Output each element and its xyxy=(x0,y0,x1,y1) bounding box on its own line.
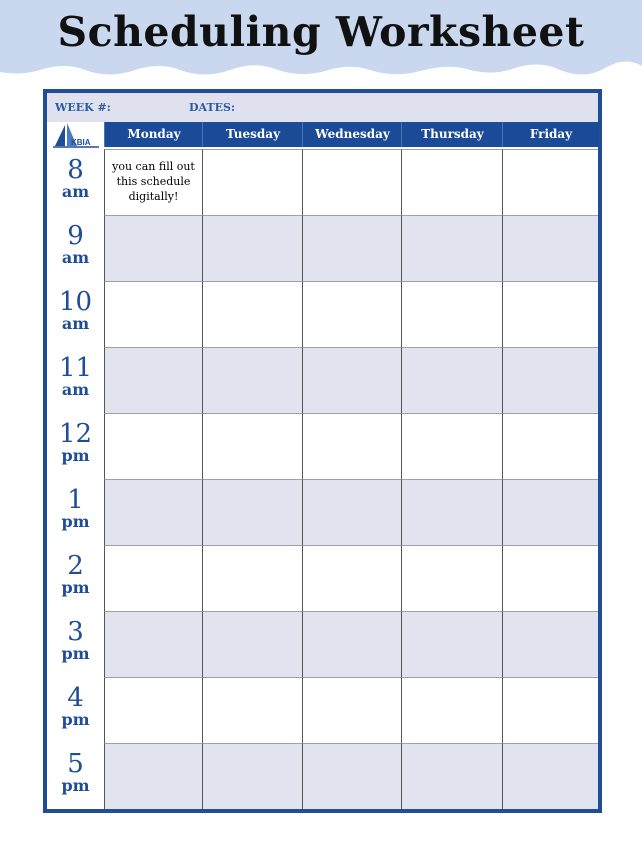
time-ampm: pm xyxy=(61,512,90,531)
time-hour: 10 xyxy=(58,287,93,317)
time-ampm: pm xyxy=(61,446,90,465)
schedule-cell-monday-5pm[interactable] xyxy=(104,743,202,809)
schedule-cell-friday-5pm[interactable] xyxy=(502,743,598,809)
time-label-2pm xyxy=(47,545,104,611)
schedule-cell-wednesday-4pm[interactable] xyxy=(302,677,401,743)
day-header-wednesday: Wednesday xyxy=(302,122,402,147)
time-ampm: am xyxy=(61,248,90,267)
schedule-cell-monday-4pm[interactable] xyxy=(104,677,202,743)
day-header-thursday: Thursday xyxy=(401,122,503,147)
time-hour: 1 xyxy=(67,485,84,515)
schedule-cell-tuesday-10am[interactable] xyxy=(202,281,302,347)
time-hour: 12 xyxy=(58,419,93,449)
schedule-cell-thursday-9am[interactable] xyxy=(401,215,502,281)
schedule-cell-wednesday-1pm[interactable] xyxy=(302,479,401,545)
kbia-logo xyxy=(47,122,103,149)
time-label-1pm xyxy=(47,479,104,545)
time-ampm: pm xyxy=(61,776,90,795)
day-header-monday: Monday xyxy=(104,122,203,147)
schedule-cell-wednesday-12pm[interactable] xyxy=(302,413,401,479)
schedule-cell-friday-12pm[interactable] xyxy=(502,413,598,479)
schedule-cell-tuesday-3pm[interactable] xyxy=(202,611,302,677)
schedule-cell-thursday-8am[interactable] xyxy=(401,149,502,215)
schedule-cell-thursday-1pm[interactable] xyxy=(401,479,502,545)
schedule-cell-friday-4pm[interactable] xyxy=(502,677,598,743)
schedule-cell-monday-10am[interactable] xyxy=(104,281,202,347)
cell-note xyxy=(105,159,202,204)
time-hour: 2 xyxy=(67,551,84,581)
schedule-cell-friday-1pm[interactable] xyxy=(502,479,598,545)
time-ampm: am xyxy=(61,314,90,333)
schedule-cell-monday-9am[interactable] xyxy=(104,215,202,281)
schedule-cell-friday-3pm[interactable] xyxy=(502,611,598,677)
schedule-cell-wednesday-9am[interactable] xyxy=(302,215,401,281)
schedule-cell-tuesday-12pm[interactable] xyxy=(202,413,302,479)
schedule-cell-wednesday-5pm[interactable] xyxy=(302,743,401,809)
meta-bar xyxy=(47,93,598,124)
day-header-tuesday: Tuesday xyxy=(202,122,303,147)
schedule-cell-thursday-12pm[interactable] xyxy=(401,413,502,479)
schedule-cell-tuesday-8am[interactable] xyxy=(202,149,302,215)
schedule-cell-monday-3pm[interactable] xyxy=(104,611,202,677)
time-label-10am xyxy=(47,281,104,347)
time-ampm: am xyxy=(61,380,90,399)
schedule-cell-monday-8am[interactable] xyxy=(104,149,202,215)
schedule-cell-thursday-2pm[interactable] xyxy=(401,545,502,611)
time-hour: 4 xyxy=(67,683,84,713)
page-title: Scheduling Worksheet xyxy=(57,8,585,56)
time-label-5pm xyxy=(47,743,104,809)
schedule-cell-monday-2pm[interactable] xyxy=(104,545,202,611)
time-hour: 5 xyxy=(67,749,84,779)
logo-text: KBIA xyxy=(71,138,91,147)
time-label-8am xyxy=(47,149,104,215)
schedule-sheet xyxy=(43,89,602,813)
schedule-cell-wednesday-10am[interactable] xyxy=(302,281,401,347)
schedule-cell-thursday-5pm[interactable] xyxy=(401,743,502,809)
time-hour: 11 xyxy=(58,353,93,383)
time-hour: 8 xyxy=(67,155,84,185)
schedule-cell-wednesday-2pm[interactable] xyxy=(302,545,401,611)
schedule-cell-monday-12pm[interactable] xyxy=(104,413,202,479)
week-number-field[interactable]: WEEK #: xyxy=(55,101,111,114)
schedule-cell-thursday-4pm[interactable] xyxy=(401,677,502,743)
time-label-11am xyxy=(47,347,104,413)
time-hour: 9 xyxy=(67,221,84,251)
time-hour: 3 xyxy=(67,617,84,647)
schedule-cell-friday-10am[interactable] xyxy=(502,281,598,347)
schedule-cell-friday-11am[interactable] xyxy=(502,347,598,413)
schedule-cell-wednesday-3pm[interactable] xyxy=(302,611,401,677)
schedule-cell-tuesday-1pm[interactable] xyxy=(202,479,302,545)
time-ampm: pm xyxy=(61,710,90,729)
time-label-9am xyxy=(47,215,104,281)
time-label-12pm xyxy=(47,413,104,479)
schedule-cell-thursday-3pm[interactable] xyxy=(401,611,502,677)
time-ampm: pm xyxy=(61,644,90,663)
schedule-cell-tuesday-2pm[interactable] xyxy=(202,545,302,611)
time-label-4pm xyxy=(47,677,104,743)
schedule-cell-friday-2pm[interactable] xyxy=(502,545,598,611)
schedule-cell-wednesday-8am[interactable] xyxy=(302,149,401,215)
schedule-cell-monday-1pm[interactable] xyxy=(104,479,202,545)
schedule-cell-wednesday-11am[interactable] xyxy=(302,347,401,413)
schedule-cell-tuesday-11am[interactable] xyxy=(202,347,302,413)
schedule-cell-tuesday-5pm[interactable] xyxy=(202,743,302,809)
cell-note-line1: you can fill out xyxy=(112,160,195,173)
schedule-cell-tuesday-9am[interactable] xyxy=(202,215,302,281)
schedule-cell-thursday-10am[interactable] xyxy=(401,281,502,347)
cell-note-line2: this schedule xyxy=(116,175,191,188)
cell-note-line3: digitally! xyxy=(128,190,179,203)
time-ampm: pm xyxy=(61,578,90,597)
schedule-cell-monday-11am[interactable] xyxy=(104,347,202,413)
schedule-cell-friday-8am[interactable] xyxy=(502,149,598,215)
dates-field[interactable]: DATES: xyxy=(189,101,236,114)
schedule-cell-thursday-11am[interactable] xyxy=(401,347,502,413)
day-header-friday: Friday xyxy=(502,122,599,147)
schedule-cell-tuesday-4pm[interactable] xyxy=(202,677,302,743)
time-ampm: am xyxy=(61,182,90,201)
time-label-3pm xyxy=(47,611,104,677)
schedule-cell-friday-9am[interactable] xyxy=(502,215,598,281)
